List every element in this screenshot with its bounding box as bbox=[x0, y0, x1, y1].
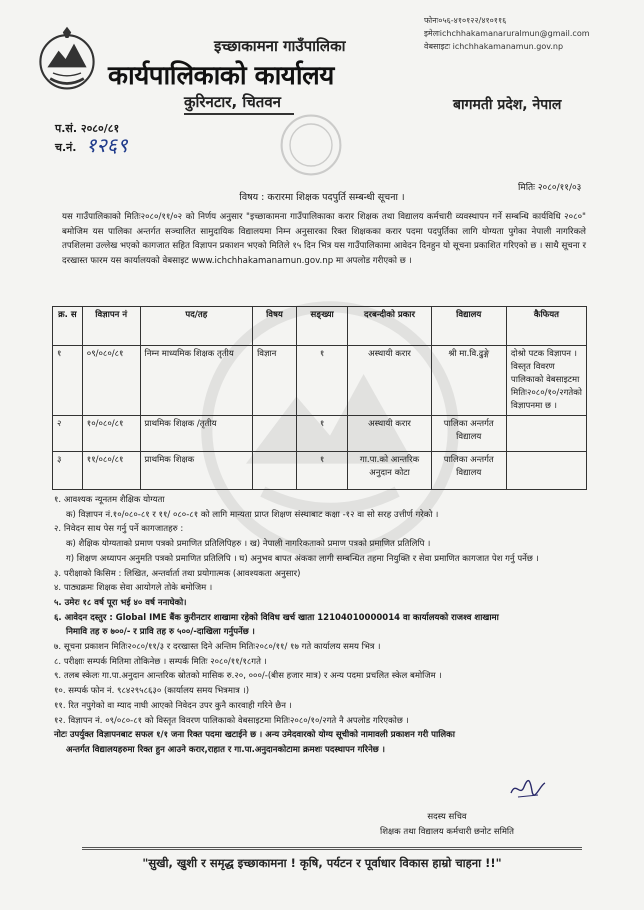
header-type: दरबन्दीको प्रकार bbox=[348, 307, 431, 346]
faint-stamp-icon bbox=[276, 110, 346, 180]
note-item: २. निवेदन साथ पेस गर्नु पर्ने कागजातहरु : bbox=[54, 524, 184, 535]
table-row bbox=[53, 452, 587, 490]
cell-type: गा.पा.को आन्तरिक अनुदान कोटा bbox=[348, 452, 431, 490]
nepal-emblem-icon bbox=[32, 24, 102, 94]
phone-text: फोनः०५६-४१०१२२/४१०११६ bbox=[424, 16, 507, 25]
cell-count: १ bbox=[296, 416, 348, 452]
footer-slogan: "सुखी, खुशी र समृद्ध इच्छाकामना ! कृषि, पर्यटन र पूर्वाधार विकास हाम्रो चाहना !!" bbox=[142, 856, 502, 870]
header-ad-no: विज्ञापन नं bbox=[82, 307, 140, 346]
signature-icon bbox=[508, 775, 548, 801]
note-item: ग) शिक्षण अध्यापन अनुमति पत्रको प्रमाणित प्रतिलिपि । घ) अनुभव बापत अंकका लागी सम्बन्धित तहमा नियुक्ति र सेवा प्रमाणित कागजात पेश गर्नु पर्नेछ । bbox=[66, 553, 539, 564]
signatory-title: सदस्य सचिव bbox=[427, 812, 467, 822]
note-item: ११. रित नपुगेको वा म्याद नाघी आएको निवेदन उपर कुनै कारवाही गरिने छैन । bbox=[54, 700, 292, 711]
note-item: ७. सूचना प्रकाशन मितिः२०८०/११/३ र दरखास्त दिने अन्तिम मितिः२०८०/११/ १७ गते कार्यालय समय भित्र । bbox=[54, 642, 381, 653]
cn-handwritten-number: १२६९ bbox=[86, 133, 128, 157]
municipality-name: इच्छाकामना गाउँपालिका bbox=[214, 37, 346, 55]
cell-subject bbox=[253, 452, 297, 490]
note-item: १०. सम्पर्क फोन नं. ९८४२९५८६३० (कार्यालय समय भित्रमात्र ।) bbox=[54, 686, 250, 697]
header-remarks: कैफियत bbox=[506, 307, 586, 346]
cell-remarks: दोश्रो पटक विज्ञापन । विस्तृत विवरण पालिकाको वेबसाइटमा मितिः२०८०/१०/२गतेको विज्ञापनमा छ । bbox=[506, 346, 586, 416]
note-item: ४. पाठ्यक्रमः शिक्षक सेवा आयोगले तोके बमोजिम । bbox=[54, 583, 213, 594]
province-text: बागमती प्रदेश, नेपाल bbox=[453, 97, 562, 113]
notice-subject: विषय : करारमा शिक्षक पदपुर्ति सम्बन्धी सूचना । bbox=[239, 192, 405, 203]
note-item: १. आवश्यक न्यूनतम शैक्षिक योग्यता bbox=[54, 495, 165, 505]
cell-subject bbox=[253, 416, 297, 452]
cell-post: प्राथमिक शिक्षक bbox=[140, 452, 253, 490]
cell-school: पालिका अन्तर्गत विद्यालय bbox=[431, 416, 506, 452]
email-text: इमेलःichchhakamanaruralmun@gmail.com bbox=[424, 29, 590, 38]
note-item: ३. परीक्षाको किसिम : लिखित, अन्तर्वार्ता तथा प्रयोगात्मक (आवश्यकता अनुसार) bbox=[54, 568, 301, 579]
cell-sn: २ bbox=[53, 416, 83, 452]
footer-divider bbox=[82, 847, 582, 848]
notes-list bbox=[54, 493, 604, 758]
cell-count: १ bbox=[296, 452, 348, 490]
cn-label: च.नं. bbox=[55, 141, 77, 154]
footer-divider bbox=[82, 849, 582, 850]
header-count: सङ्ख्या bbox=[296, 307, 348, 346]
cell-post: प्राथमिक शिक्षक /तृतीय bbox=[140, 416, 253, 452]
cell-type: अस्थायी करार bbox=[348, 416, 431, 452]
cell-ad-no: ०९/०८०/८१ bbox=[82, 346, 140, 416]
table-row bbox=[53, 346, 587, 416]
cell-school: पालिका अन्तर्गत विद्यालय bbox=[431, 452, 506, 490]
note-item: क) शैक्षिक योग्यताको प्रमाण पत्रको प्रमाणित प्रतिलिपिहरु । ख) नेपाली नागरिकताको प्रमाण पत्रको प्रमाणित प्रतिलिपि । bbox=[66, 539, 431, 550]
signatory-committee: शिक्षक तथा विद्यालय कर्मचारी छनोट समिति bbox=[380, 827, 514, 837]
note-item: ८. परीक्षाः सम्पर्क मितिमा तोकिनेछ । सम्पर्क मितिः २०८०/११/१८गते । bbox=[54, 656, 267, 667]
ps-number: प.सं. २०८०/८१ bbox=[55, 122, 120, 135]
note-item: ९. तलब स्केलः गा.पा.अनुदान आन्तरिक स्रोतको मासिक रु.२०, ०००/-(बीस हजार मात्र) र अन्य पदमा प्रचलित स्केल बमोजिम । bbox=[54, 671, 442, 682]
note-item: निमावि तह रु ७००/- र प्रावि तह रु ५००/-दाखिला गर्नुपर्नेछ । bbox=[66, 627, 255, 638]
cell-sn: ३ bbox=[53, 452, 83, 490]
office-title: कार्यपालिकाको कार्यालय bbox=[108, 61, 334, 91]
cell-ad-no: १०/०८०/८१ bbox=[82, 416, 140, 452]
table-header-row bbox=[53, 307, 587, 346]
cell-sn: १ bbox=[53, 346, 83, 416]
cell-count: १ bbox=[296, 346, 348, 416]
cell-ad-no: ११/०८०/८१ bbox=[82, 452, 140, 490]
note-item: क) विज्ञापन नं.१०/०८०-८१ र ११/ ०८०-८१ को लागि मान्यता प्राप्त शिक्षण संस्थाबाट कक्षा -१२ वा सो सरह उत्तीर्ण गरेको । bbox=[66, 509, 439, 520]
cell-type: अस्थायी करार bbox=[348, 346, 431, 416]
header-post: पद/तह bbox=[140, 307, 253, 346]
cell-school: श्री मा.वि.ढुङ्गे bbox=[431, 346, 506, 416]
header-sn: क्र. स bbox=[53, 307, 83, 346]
note-item: ५. उमेरः १८ वर्ष पूरा भई ४० वर्ष ननाघेको। bbox=[54, 597, 187, 608]
cell-post: निम्न माध्यमिक शिक्षक तृतीय bbox=[140, 346, 253, 416]
note-item: ६. आवेदन दस्तुर : Global IME बैंक कुरीनटार शाखामा रहेको विविध खर्च खाता 12104010000014 वा कार्यालयको राजश्व शाखामा bbox=[54, 612, 499, 623]
note-item: नोटः उपर्युक्त विज्ञापनबाट सफल १/१ जना रिक्त पदमा खटाईने छ । अन्य उमेदवारको योग्य सूचीको नामावली प्रकाशन गरी पालिका bbox=[54, 730, 455, 741]
vacancy-table bbox=[52, 306, 587, 490]
website-text: वेबसाइटः ichchhakamanamun.gov.np bbox=[424, 42, 564, 51]
note-item: अन्तर्गत विद्यालयहरुमा रिक्त हुन आउने करार,राहात र गा.पा.अनुदानकोटामा क्रमशः पदस्थापन गरिनेछ । bbox=[66, 744, 385, 755]
cell-remarks bbox=[506, 452, 586, 490]
contact-block bbox=[424, 14, 590, 53]
notice-body: यस गाउँपालिकाको मितिः२०८०/११/०२ को निर्णय अनुसार "इच्छाकामना गाउँपालिकाका करार शिक्षक तथा विद्यालय कर्मचारी व्यवस्थापन गर्ने सम्बन्धि कार्यविधि २०८०" बमोजिम यस पालिका अन्तर्गत सञ्चालित सामुदायिक विद्यालयमा निम्न अनुसारका रिक्त शिक्षकका करार पदमा पदपुर्तिका लागि योग्यता पुगेका नेपाली नागरिकले तपशिलमा उल्लेख भएको कागजात सहित विज्ञापन प्रकाशन भएको मितिले १५ दिन भित्र यस गाउँपालिकामा आवेदन दिनहुन यो सूचना प्रकाशित गरिएको छ । साथै सूचना र दरखास्त फारम यस कार्यालयको वेबसाइट www.ichchhakamanamun.gov.np मा अपलोड गरीएको छ । bbox=[62, 212, 586, 266]
cell-remarks bbox=[506, 416, 586, 452]
office-address: कुरिनटार, चितवन bbox=[184, 93, 281, 111]
note-item: १२. विज्ञापन नं. ०९/०८०-८१ को विस्तृत विवरण पालिकाको वेबसाइटमा मितिः२०८०/१०/२गते नै अपलोड गरिएकोछ । bbox=[54, 715, 409, 726]
table-row bbox=[53, 416, 587, 452]
cell-subject: विज्ञान bbox=[253, 346, 297, 416]
notice-date: मितिः २०८०/११/०३ bbox=[518, 183, 582, 193]
header-subject: विषय bbox=[253, 307, 297, 346]
header-school: विद्यालय bbox=[431, 307, 506, 346]
